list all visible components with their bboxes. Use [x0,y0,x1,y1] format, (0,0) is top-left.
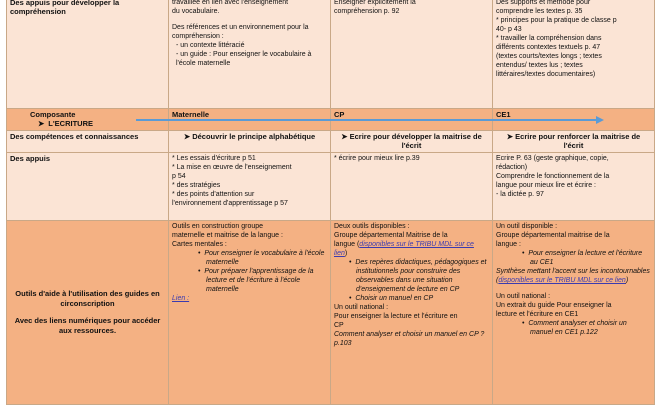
competences-cp-cell [331,131,493,153]
text-line: lecture et l'écriture en CE1 [496,311,579,318]
appuis-label-text: Des appuis [10,154,51,163]
text-line: Un outil disponible : [496,223,558,230]
text-fragment: Synthèse mettant l'accent sur les incontournables ( [496,268,650,284]
text-line: Groupe départemental maitrise de la [496,232,610,239]
bullet-item: • Pour enseigner le vocabulaire à l'école maternelle [198,250,325,266]
competences-maternelle-cell [169,131,331,153]
text-line: Outils en construction groupe [172,223,264,230]
bullet-text: Choisir un manuel en CP [355,295,434,302]
bullet-item: • Pour enseigner la lecture et l'écriture au CE1 [522,250,643,266]
appuis-cp-cell [331,153,493,221]
outils-label-1: Outils d'aide à l'utilisation des guides en circonscription [15,289,160,308]
text-line: Comment analyser et choisir un manuel en CP ? p.103 [334,331,485,347]
competence-text: Découvrir le principe alphabétique [192,132,316,141]
comprehension-label-text: Des appuis pour développer la compréhension [10,0,120,16]
bullet-item: • Comment analyser et choisir un manuel en CE1 p.122 [522,320,627,336]
text-line: littéraires/textes documentaires) [496,71,596,78]
arrow-bullet-icon: ➤ Ecrire pour renforcer la maitrise de l'écrit [506,132,641,150]
outils-row [7,221,655,405]
text-line: Un extrait du guide Pour enseigner la [496,302,612,309]
bullet-text: Comment analyser et choisir un manuel en CE1 p.122 [528,320,627,336]
bullet-item: • Choisir un manuel en CP [349,295,434,302]
appuis-label [7,153,169,221]
text-line: CP [334,322,344,329]
text-line: Cartes mentales : [172,241,227,248]
bullet-text: Pour préparer l'apprentissage de la lecture et de l'écriture à l'école maternelle [204,268,314,293]
competence-text: Ecrire pour développer la maitrise de l'écrit [349,132,482,150]
text-line: * travailler la compréhension dans [496,35,602,42]
text-line: différents contextes textuels p. 47 [496,44,601,51]
bullet-item: • Des repères didactiques, pédagogiques et institutionnels pour construire des observables dans une situation d'enseignement de lecture en CP [349,259,487,293]
text-line: Enseigner explicitement la [334,0,416,6]
ref-item: - un contexte littéracié [176,42,245,49]
competences-label [7,131,169,153]
text-line: Un outil national : [334,304,389,311]
text-line: Pour enseigner la lecture et l'écriture en [334,313,458,320]
text-line: p 54 [172,173,186,180]
appuis-row [7,153,655,221]
text-line: entendus/ textes lus ; textes [496,62,583,69]
arrow-bullet-icon: ➤ Ecrire pour développer la maitrise de l'écrit [341,132,482,150]
bullet-item: • Pour préparer l'apprentissage de la lecture et de l'écriture à l'école maternelle [198,268,314,293]
text-line: langue pour mieux lire et écrire : [496,182,596,189]
competences-ce1-cell [493,131,655,153]
bullet-text: Des repères didactiques, pédagogiques et institutionnels pour construire des observables dans une situation d'enseignement de lecture en CP [355,259,487,293]
appuis-ce1-cell [493,153,655,221]
ecriture-label: L'ECRITURE [48,119,93,128]
text-line: - la dictée p. 97 [496,191,544,198]
comprehension-cp-cell [331,0,493,109]
outils-cp-cell [331,221,493,405]
refs-intro: Des références et un environnement pour la compréhension : [172,24,309,40]
comprehension-row [7,0,655,109]
text-line: comprendre les textes p. 35 [496,8,583,15]
text-line: rédaction) [496,164,528,171]
text-fragment: langue ( [334,241,360,248]
competences-row [7,131,655,153]
text-line: * des points d'attention sur [172,191,255,198]
text-line: langue : [496,241,521,248]
comprehension-maternelle-cell [169,0,331,109]
tribu-link[interactable]: disponibles sur le TRIBU MDL sur ce lien [498,277,626,284]
text-line: * principes pour la pratique de classe p [496,17,617,24]
header-row [7,109,655,131]
text-line: Comprendre le fonctionnement de la [496,173,610,180]
arrow-bullet-icon: ➤ [38,119,45,128]
ce1-label: CE1 [496,110,511,119]
competences-label-text: Des compétences et connaissances [10,132,139,141]
cp-label: CP [334,110,345,119]
ce1-header [493,109,655,131]
outils-maternelle-cell [169,221,331,405]
outils-ce1-cell [493,221,655,405]
synthese-line [496,267,651,285]
text-line: Groupe départemental Maitrise de la [334,232,448,239]
text-line: (textes courts/textes longs ; textes [496,53,602,60]
text-line: Ecrire P. 63 (geste graphique, copie, [496,155,609,162]
text-line: travaillée en lien avec l'enseignement [172,0,289,6]
text-line: Un outil national : [496,293,551,300]
comprehension-label [7,0,169,109]
comprehension-ce1-cell [493,0,655,109]
ecriture-label-wrap [10,119,165,128]
text-line: * Les essais d'écriture p 51 [172,155,256,162]
outils-label-2: Avec des liens numériques pour accéder aux ressources. [14,316,161,335]
text-line: * La mise en œuvre de l'enseignement [172,164,292,171]
maternelle-header [169,109,331,131]
outils-label [7,221,169,405]
text-line: l'environnement d'apprentissage p 57 [172,200,288,207]
text-line: compréhension p. 92 [334,8,400,15]
maternelle-link[interactable]: Lien : [172,295,190,302]
text-fragment: ) [625,277,629,284]
text-line: du vocabulaire. [172,8,220,15]
progression-table [6,0,655,405]
text-line: 40- p 43 [496,26,522,33]
langue-line [334,240,489,258]
cp-header [331,109,493,131]
bullet-text: Pour enseigner le vocabulaire à l'école maternelle [204,250,325,266]
text-line: * écrire pour mieux lire p.39 [334,155,420,162]
maternelle-label: Maternelle [172,110,210,119]
competence-text: Ecrire pour renforcer la maitrise de l'écrit [515,132,641,150]
composante-header [7,109,169,131]
text-line: Des supports et méthode pour [496,0,591,6]
text-line: maternelle et maitrise de la langue : [172,232,283,239]
bullet-text: Pour enseigner la lecture et l'écriture au CE1 [528,250,643,266]
text-line: * des stratégies [172,182,221,189]
appuis-maternelle-cell [169,153,331,221]
tribu-link[interactable]: disponibles sur le TRIBU MDL sur ce lien [334,241,474,257]
composante-label: Composante [30,110,76,119]
text-fragment: ) [344,250,348,257]
text-line: Deux outils disponibles : [334,223,410,230]
arrow-bullet-icon: ➤ Découvrir le principe alphabétique [183,132,316,141]
ref-item: - un guide : Pour enseigner le vocabulaire à l'école maternelle [176,51,312,67]
